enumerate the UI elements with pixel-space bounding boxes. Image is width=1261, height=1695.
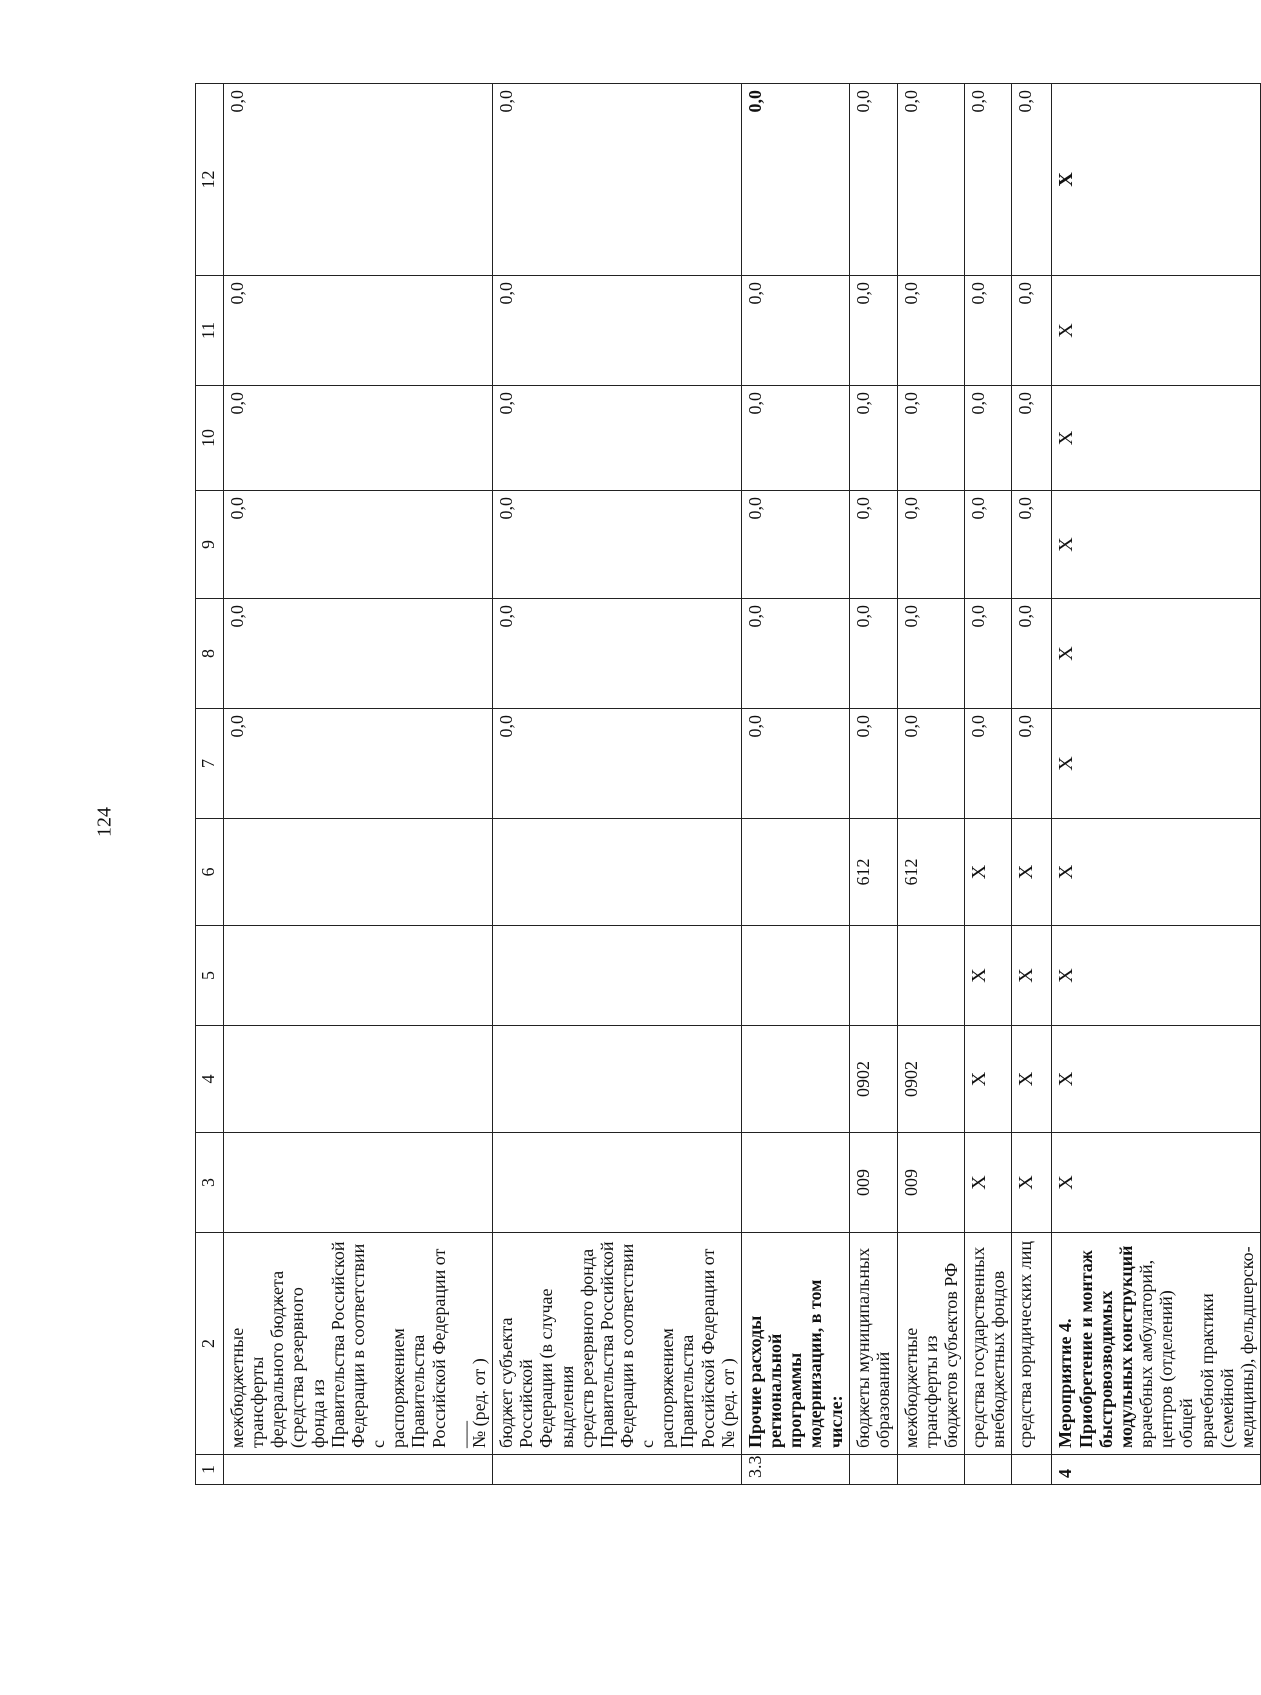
cell-value: 0,0: [224, 276, 493, 386]
cell-index: [493, 1455, 742, 1485]
header-cell: 12: [196, 84, 224, 276]
cell-value: 0,0: [1012, 386, 1052, 491]
cell: [897, 926, 964, 1026]
cell-value: 0,0: [493, 709, 742, 819]
table-row: [493, 84, 742, 1485]
cell-value: 0,0: [849, 386, 897, 491]
cell-value: 0,0: [849, 599, 897, 709]
cell-value: 0,0: [1012, 84, 1052, 276]
cell-value: 0,0: [897, 276, 964, 386]
cell-value: 0,0: [897, 84, 964, 276]
cell-value: X: [1052, 1133, 1261, 1233]
cell-index: 4: [1052, 1455, 1261, 1485]
cell-value: 0,0: [1012, 709, 1052, 819]
cell-index: [849, 1455, 897, 1485]
header-cell: 9: [196, 491, 224, 599]
cell: [224, 819, 493, 926]
cell: [849, 926, 897, 1026]
cell-index: 3.3: [741, 1455, 849, 1485]
table-row: [741, 84, 849, 1485]
rotated-table-wrapper: [195, 84, 1257, 1485]
cell-value: 0,0: [741, 386, 849, 491]
cell-description: средства юридических лиц: [1012, 1233, 1052, 1455]
cell-value: 0,0: [741, 84, 849, 276]
cell-index: [897, 1455, 964, 1485]
table-row: [224, 84, 493, 1485]
cell-value: 009: [849, 1133, 897, 1233]
cell-value: X: [1052, 819, 1261, 926]
cell-value: X: [965, 1133, 1012, 1233]
cell: [493, 819, 742, 926]
cell: [493, 926, 742, 1026]
cell-value: 0,0: [493, 491, 742, 599]
cell-value: 0,0: [1012, 491, 1052, 599]
cell-value: 612: [897, 819, 964, 926]
cell-description: бюджеты муниципальных образований: [849, 1233, 897, 1455]
cell-value: 0,0: [849, 276, 897, 386]
cell-value: X: [1012, 926, 1052, 1026]
header-cell: 4: [196, 1026, 224, 1133]
cell: [224, 1133, 493, 1233]
cell: [741, 819, 849, 926]
cell-value: 0,0: [741, 491, 849, 599]
cell-value: 0,0: [965, 599, 1012, 709]
cell-value: X: [1052, 276, 1261, 386]
cell: [741, 926, 849, 1026]
header-cell: 3: [196, 1133, 224, 1233]
cell: [741, 1026, 849, 1133]
cell-value: 0,0: [849, 84, 897, 276]
cell-value: 0902: [897, 1026, 964, 1133]
budget-table: [195, 83, 1261, 1485]
cell-value: 0,0: [965, 709, 1012, 819]
cell-value: 0,0: [224, 599, 493, 709]
header-cell: 6: [196, 819, 224, 926]
cell: [224, 1026, 493, 1133]
cell-value: 0,0: [1012, 599, 1052, 709]
header-cell: 1: [196, 1455, 224, 1485]
cell-index: [965, 1455, 1012, 1485]
cell-value: X: [1012, 819, 1052, 926]
cell-index: [1012, 1455, 1052, 1485]
table-row: [1012, 84, 1052, 1485]
page-number: 124: [93, 807, 116, 837]
cell-index: [224, 1455, 493, 1485]
cell-value: 0,0: [965, 386, 1012, 491]
cell-value: 0,0: [224, 386, 493, 491]
cell-value: 0,0: [493, 84, 742, 276]
table-row: [1052, 84, 1261, 1485]
cell-value: 0,0: [493, 386, 742, 491]
cell-value: X: [1012, 1026, 1052, 1133]
cell-value: X: [1052, 386, 1261, 491]
header-cell: 11: [196, 276, 224, 386]
header-cell: 8: [196, 599, 224, 709]
cell-value: 0,0: [965, 491, 1012, 599]
cell-value: 0,0: [741, 709, 849, 819]
cell-value: X: [965, 926, 1012, 1026]
cell: [741, 1133, 849, 1233]
cell-value: 0,0: [493, 599, 742, 709]
header-row: [196, 84, 224, 1485]
cell-value: 0,0: [741, 276, 849, 386]
cell-value: X: [1052, 1026, 1261, 1133]
cell: [493, 1133, 742, 1233]
cell: [224, 926, 493, 1026]
table-row: [897, 84, 964, 1485]
cell-description: межбюджетные трансферты федерального бюджета (средства резервного фонда из Правительства Российской Федерации в соответствии с распоряжением Правительства Российской Федерации от ___ № (ред. от ): [224, 1233, 493, 1455]
cell-description: Мероприятие 4. Приобретение и монтаж быстровозводимых модульных конструкций врачебных амбулаторий, центров (отделений) общей врачебной практики (семейной медицины), фельдшерско-: [1052, 1233, 1261, 1455]
cell-value: 0,0: [897, 709, 964, 819]
cell-value: 0,0: [224, 84, 493, 276]
cell-value: 0,0: [224, 491, 493, 599]
cell-value: 0,0: [849, 709, 897, 819]
cell-value: X: [1052, 491, 1261, 599]
cell-description: Прочие расходы региональной программы модернизации, в том числе:: [741, 1233, 849, 1455]
cell-value: 0,0: [493, 276, 742, 386]
cell-value: 0,0: [897, 599, 964, 709]
cell-description: бюджет субъекта Российской Федерации (в случае выделения средств резервного фонда Правительства Российской Федерации в соответствии с распоряжением Правительства Российской Федерации от № (ред. от ): [493, 1233, 742, 1455]
cell-value: X: [965, 819, 1012, 926]
cell-value: 0,0: [741, 599, 849, 709]
header-cell: 2: [196, 1233, 224, 1455]
cell-value: 0,0: [965, 276, 1012, 386]
table-row: [965, 84, 1012, 1485]
cell-value: X: [1012, 1133, 1052, 1233]
cell-value: X: [1052, 709, 1261, 819]
cell: [493, 1026, 742, 1133]
header-cell: 5: [196, 926, 224, 1026]
cell-value: 0,0: [897, 386, 964, 491]
header-cell: 7: [196, 709, 224, 819]
table-row: [849, 84, 897, 1485]
cell-description: средства государственных внебюджетных фондов: [965, 1233, 1012, 1455]
cell-value: X: [1052, 926, 1261, 1026]
cell-value: 0,0: [224, 709, 493, 819]
cell-value: 0,0: [897, 491, 964, 599]
cell-value: 0902: [849, 1026, 897, 1133]
cell-value: 0,0: [849, 491, 897, 599]
cell-value: 0,0: [1012, 276, 1052, 386]
cell-description: межбюджетные трансферты из бюджетов субъектов РФ: [897, 1233, 964, 1455]
cell-value: 612: [849, 819, 897, 926]
header-cell: 10: [196, 386, 224, 491]
cell-value: X: [1052, 84, 1261, 276]
cell-value: X: [1052, 599, 1261, 709]
cell-value: X: [965, 1026, 1012, 1133]
cell-value: 009: [897, 1133, 964, 1233]
cell-value: 0,0: [965, 84, 1012, 276]
